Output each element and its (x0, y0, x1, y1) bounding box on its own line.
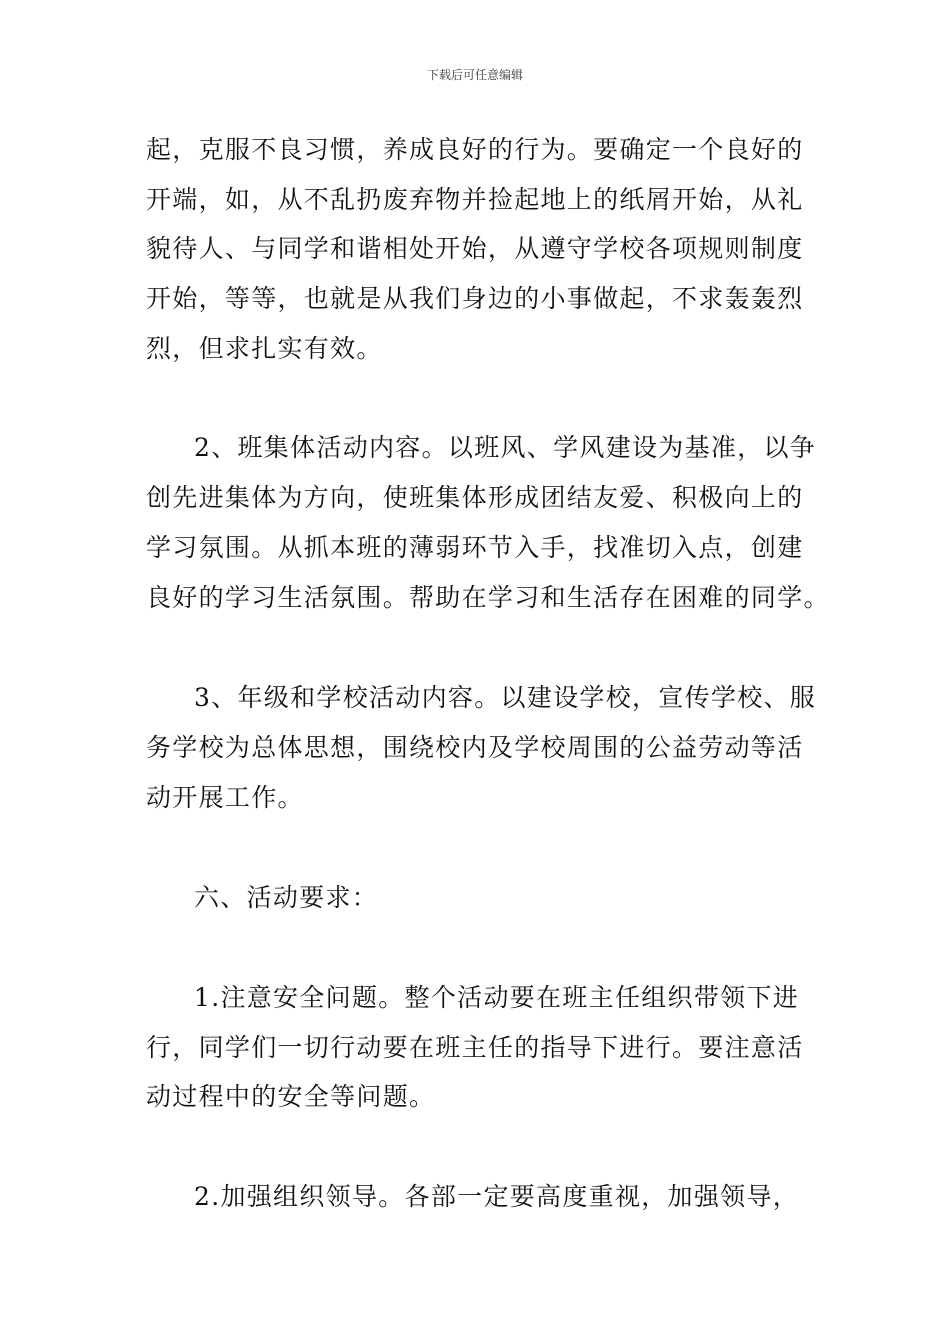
paragraph-line: 烈，但求扎实有效。 (146, 334, 383, 363)
section-heading: 六、活动要求： (194, 883, 379, 912)
paragraph-line: 起，克服不良习惯，养成良好的行为。要确定一个良好的 (146, 135, 804, 164)
paragraph-line: 1.注意安全问题。整个活动要在班主任组织带领下进 (194, 983, 800, 1012)
paragraph-line: 开始，等等，也就是从我们身边的小事做起，不求轰轰烈 (146, 284, 804, 313)
paragraph-line: 良好的学习生活氛围。帮助在学习和生活存在困难的同学。 (146, 583, 830, 612)
paragraph-line: 3、年级和学校活动内容。以建设学校，宣传学校、服 (194, 683, 817, 712)
paragraph-line: 2.加强组织领导。各部一定要高度重视，加强领导， (194, 1182, 800, 1211)
paragraph-line: 动开展工作。 (146, 783, 304, 812)
paragraph-line: 2、班集体活动内容。以班风、学风建设为基准，以争 (194, 433, 817, 462)
paragraph-line: 貌待人、与同学和谐相处开始，从遵守学校各项规则制度 (146, 234, 804, 263)
paragraph-line: 行，同学们一切行动要在班主任的指导下进行。要注意活 (146, 1033, 804, 1062)
page-header: 下载后可任意编辑 (426, 68, 523, 82)
paragraph-line: 开端，如，从不乱扔废弃物并捡起地上的纸屑开始，从礼 (146, 185, 804, 214)
paragraph-line: 学习氛围。从抓本班的薄弱环节入手，找准切入点，创建 (146, 533, 804, 562)
paragraph-line: 务学校为总体思想，围绕校内及学校周围的公益劳动等活 (146, 733, 804, 762)
paragraph-line: 动过程中的安全等问题。 (146, 1082, 436, 1111)
paragraph-line: 创先进集体为方向，使班集体形成团结友爱、积极向上的 (146, 483, 804, 512)
